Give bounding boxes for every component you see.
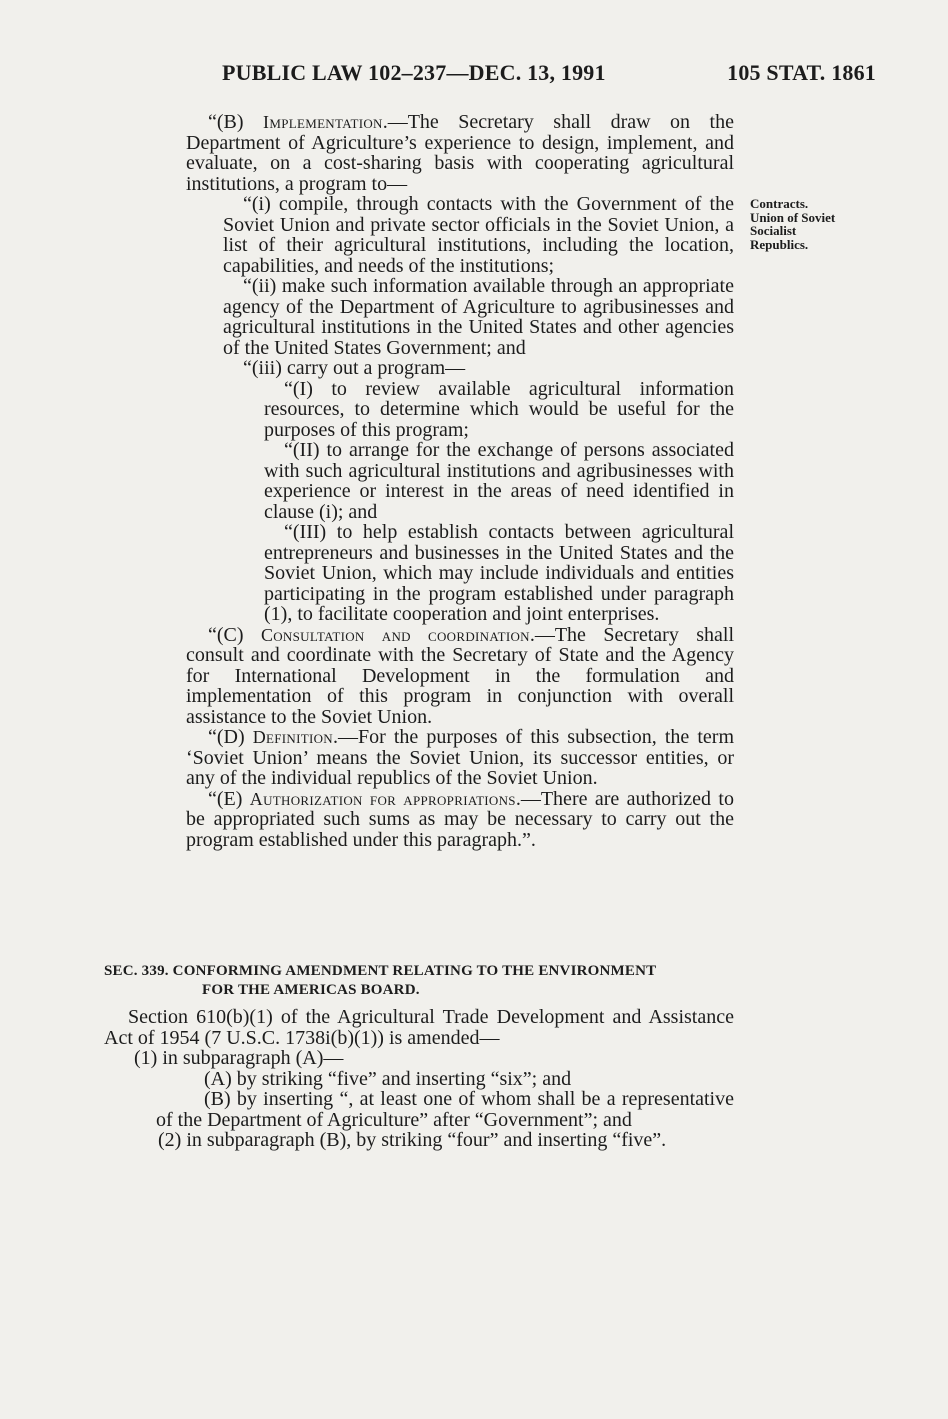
clause-ii: “(ii) make such information available through an appropriate agency of the Department of Agriculture to agribusinesses and agricultural institutions in the United States and other agencies of the United States Government; and xyxy=(223,275,734,359)
amendment-paragraph-2: (2) in subparagraph (B), by striking “four” and inserting “five”. xyxy=(158,1129,667,1151)
margin-note xyxy=(750,197,880,251)
section-heading-line: FOR THE AMERICAS BOARD. xyxy=(202,982,420,998)
paragraph-b: “(B) Implementation.—The Secretary shall draw on the Department of Agriculture’s experience to design, implement, and evaluate, on a cost-sharing basis with cooperating agricultural institutions, a program to— xyxy=(186,111,734,195)
paragraph-heading: Consultation and coordination xyxy=(260,624,530,645)
section-heading xyxy=(104,962,734,1000)
amendment-subparagraph-B: (B) by inserting “, at least one of whom shall be a representative of the Department of Agriculture” after “Government”; and xyxy=(156,1088,734,1131)
paragraph-heading: Authorization for appropriations xyxy=(249,788,516,809)
margin-note-line: Union of Soviet xyxy=(750,209,836,225)
subclause-III: “(III) to help establish contacts between agricultural entrepreneurs and businesses in the United States and the Soviet Union, which may include individuals and entities participating in the program established under paragraph (1), to facilitate cooperation and joint enterprises. xyxy=(264,521,734,625)
paragraph-c: “(C) Consultation and coordination.—The Secretary shall consult and coordinate with the Secretary of State and the Agency for International Development in the formulation and implementation of this program in conjunction with overall assistance to the Soviet Union. xyxy=(186,623,734,728)
margin-note-line: Republics. xyxy=(750,236,809,252)
clause-i: “(i) compile, through contacts with the Government of the Soviet Union and private sector officials in the Soviet Union, a list of their agricultural institutions, including the location, capabilities, and needs of the institutions; xyxy=(223,193,734,277)
paragraph-e: “(E) Authorization for appropriations.—There are authorized to be appropriated such sums as may be necessary to carry out the program established under this paragraph.”. xyxy=(186,787,734,851)
subsection-body xyxy=(186,112,734,850)
clause-iii: “(iii) carry out a program— xyxy=(243,357,466,379)
paragraph-heading: Implementation xyxy=(263,112,383,132)
section-intro: Section 610(b)(1) of the Agricultural Trade Development and Assistance Act of 1954 (7 U.S.C. 1738i(b)(1)) is amended— xyxy=(104,1006,734,1049)
amendment-paragraph-1: (1) in subparagraph (A)— xyxy=(134,1047,344,1069)
amendment-subparagraph-A: (A) by striking “five” and inserting “six”; and xyxy=(204,1067,572,1090)
subclause-I: “(I) to review available agricultural information resources, to determine which would be useful for the purposes of this program; xyxy=(264,377,734,441)
section-body xyxy=(104,1007,734,1151)
margin-note-line: Socialist xyxy=(750,223,797,238)
paragraph-heading: Definition xyxy=(252,727,333,747)
statute-page-number: 105 STAT. 1861 xyxy=(727,60,876,85)
public-law-citation: PUBLIC LAW 102–237—DEC. 13, 1991 xyxy=(222,60,606,85)
section-heading-line: SEC. 339. CONFORMING AMENDMENT RELATING TO THE ENVIRONMENT xyxy=(104,963,657,979)
subclause-II: “(II) to arrange for the exchange of persons associated with such agricultural institutions and agribusinesses with experience or interest in the areas of need identified in clause (i); and xyxy=(264,439,734,523)
paragraph-d: “(D) Definition.—For the purposes of this subsection, the term ‘Soviet Union’ means the Soviet Union, its successor entities, or any of the individual republics of the Soviet Union. xyxy=(186,726,734,789)
margin-note-line: Contracts. xyxy=(750,196,809,211)
